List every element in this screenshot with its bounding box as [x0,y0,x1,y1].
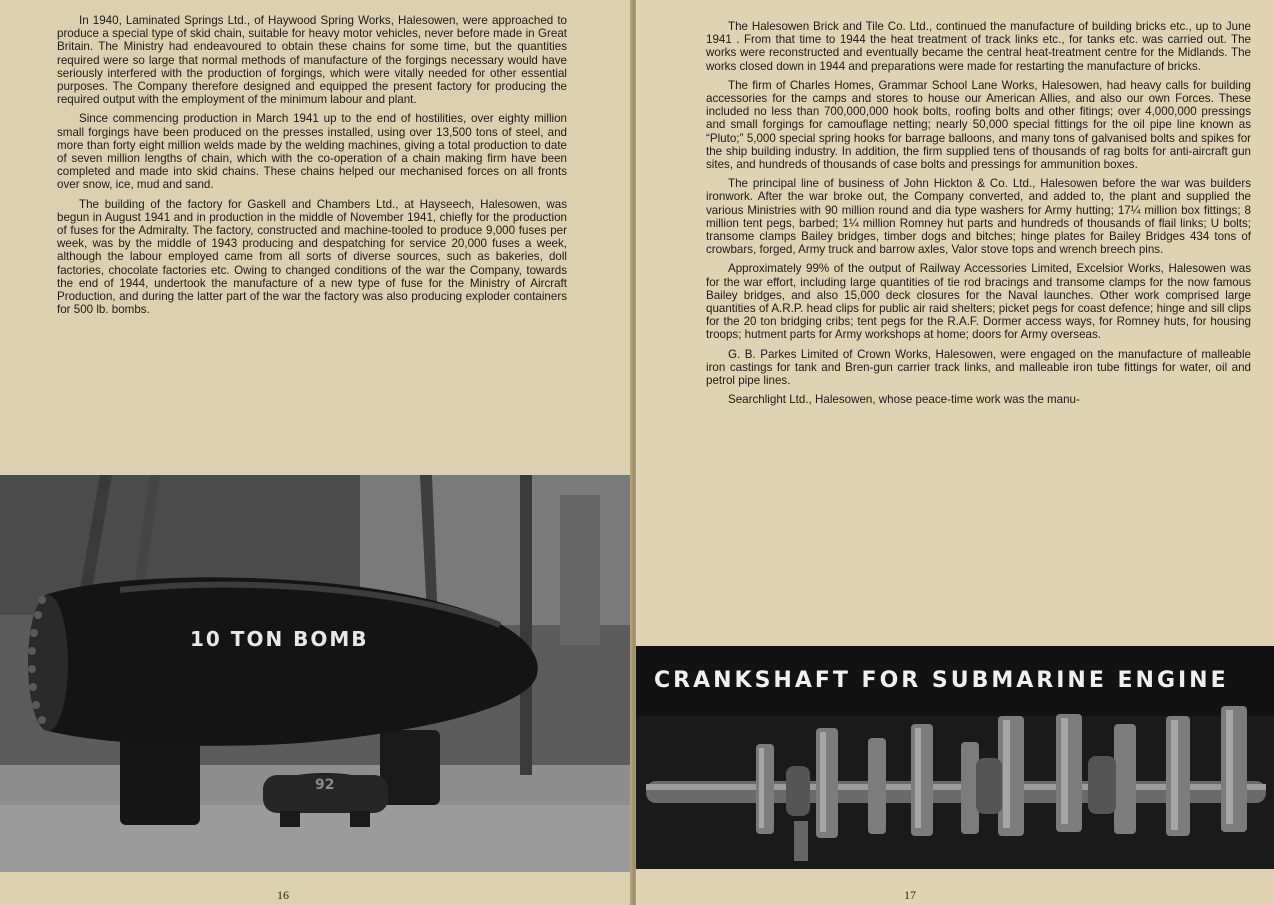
bomb-photo [0,475,632,872]
right-page-text [706,20,1251,412]
page-number: 16 [277,888,289,902]
crankshaft-photo [636,646,1274,869]
paragraph: Searchlight Ltd., Halesowen, whose peace-time work was the manu- [728,393,1080,407]
paragraph: Since commencing production in March 1941 up to the end of hostilities, over eighty million small forgings have been produced on the presses installed, using over 13,500 tons of steel, and more than forty eight million welds made by the welding machines, giving a total production to date of seven million lengths of chain, which with the co-operation of a chain making firm have been completed and made into skid chains. These chains helped our mechanised forces on all fronts over snow, ice, mud and sand. [57,112,567,192]
bomb-caption: 10 TON BOMB [190,627,369,651]
paragraph: In 1940, Laminated Springs Ltd., of Haywood Spring Works, Halesowen, were approached to produce a special type of skid chain, suitable for heavy motor vehicles, never before made in Great Britain. The Ministry had endeavoured to obtain these chains for some time, but the quantities required were so large that normal methods of manufacture of the forgings necessary would have seriously interfered with the production of forgings, which were vitally needed for other essential purposes. The Company therefore designed and equipped the present factory for producing the required output with the employment of the minimum labour and plant. [57,14,567,107]
paragraph: The principal line of business of John Hickton & Co. Ltd., Halesowen before the war was builders ironwork. After the war broke out, the Company converted, and added to, the plant and supplied the various Ministries with 90 million round and dia type washers for Army hutting; 17¼ million box fittings; 8 million tent pegs, barbed; 1¼ million Romney hut parts and hundreds of thousands of flail links; U bolts; transome clamps Bailey bridges, timber dogs and bitches; hinge plates for Bailey Bridges 434 tons of crowbars, forged, Army truck and barrow axles, Valor stove tops and wrench breech pins. [706,177,1251,257]
small-bomb-label: 92 [315,777,335,793]
left-page [0,0,632,905]
right-page [636,0,1274,905]
left-page-text [57,14,567,322]
paragraph: The firm of Charles Homes, Grammar School Lane Works, Halesowen, had heavy calls for building accessories for the camps and stores to house our American Allies, and also our own Forces. These included no less than 700,000,000 hook bolts, roofing bolts and other fitings; over 4,000,000 pressings and small forgings for camouflage netting; nearly 50,000 special fittings for the oil pipe line known as “Pluto;” 5,000 special spring hooks for barrage balloons, and many tons of galvanised bolts and spikes for the ship building industry. In addition, the firm supplied tens of thousands of rag bolts for anti-aircraft gun sites, and hundreds of thousands of case bolts and pressings for ammunition boxes. [706,78,1251,172]
paragraph: The Halesowen Brick and Tile Co. Ltd., continued the manufacture of building bricks etc., up to June 1941 . From that time to 1944 the heat treatment of track links etc., for tanks etc. was carried out. The works were reconstructed and eventually became the central heat-treatment centre for the Midlands. The works closed down in 1944 and preparations were made for restarting the manufacture of bricks. [706,20,1251,73]
paragraph: The building of the factory for Gaskell and Chambers Ltd., at Hayseech, Halesowen, was begun in August 1941 and in production in the middle of November 1941, chiefly for the production of fuses for the Admiralty. The factory, constructed and machine-tooled to produce 9,000 fuses per week, was by the middle of 1943 producing and despatching for service 20,000 fuses a week, although the labour employed came from all sorts of diverse sources, such as bakeries, doll factories, chocolate factories etc. Owing to changed conditions of the war the Company, towards the end of 1944, undertook the manufacture of a new type of fuse for the Ministry of Aircraft Production, and during the latter part of the war the factory was also producing exploder containers for 500 lb. bombs. [57,197,567,317]
paragraph: Approximately 99% of the output of Railway Accessories Limited, Excelsior Works, Halesowen was for the war effort, including large quantities of tie rod bracings and transome clamps for the now famous Bailey bridges, and also 15,000 deck closures for the Naval launches. Other work comprised large quantities of A.R.P. head clips for public air raid shelters; picket pegs for coast defence; hinge and sill clips for the 20 ton bridging cribs; tent pegs for the R.A.F. Dormer access ways, for Romney huts, for housing troops; hutment parts for Army workshops at home; doors for Army overseas. [706,262,1251,342]
page-number: 17 [904,888,916,902]
crankshaft-caption: CRANKSHAFT FOR SUBMARINE ENGINE [654,668,1229,693]
paragraph: G. B. Parkes Limited of Crown Works, Halesowen, were engaged on the manufacture of malleable iron castings for tank and Bren-gun carrier track links, and malleable iron tube fittings for water, oil and petrol pipe lines. [706,347,1251,388]
bomb-illustration [0,475,632,872]
